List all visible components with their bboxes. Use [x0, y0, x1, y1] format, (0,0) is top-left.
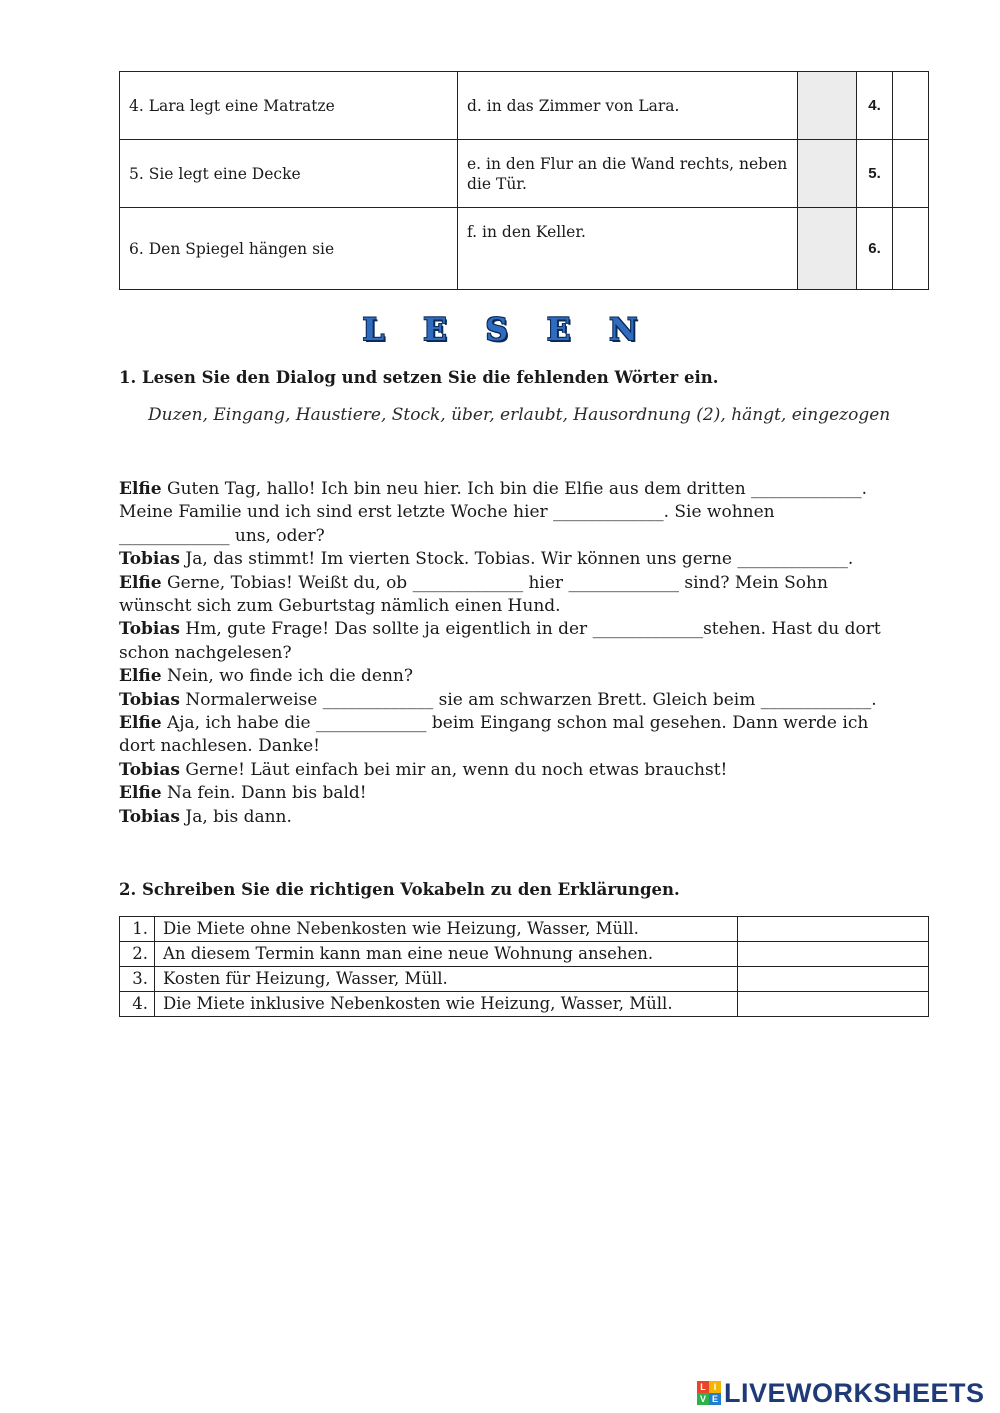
task1-heading: 1. Lesen Sie den Dialog und setzen Sie die fehlenden Wörter ein.: [119, 368, 719, 387]
dialog-text: Gerne! Läut einfach bei mir an, wenn du noch etwas brauchst!: [179, 759, 728, 780]
dialog-line: [119, 782, 919, 805]
match-left: 5. Sie legt eine Decke: [120, 140, 458, 208]
dialog-text: Gerne, Tobias! Weißt du, ob _____________ hier _____________ sind? Mein Sohn: [161, 572, 828, 593]
dialog-text: Na fein. Dann bis bald!: [161, 783, 367, 804]
match-number: 5.: [857, 140, 893, 208]
vocab-definition: Die Miete inklusive Nebenkosten wie Heizung, Wasser, Müll.: [155, 992, 738, 1017]
dialog-text: schon nachgelesen?: [119, 642, 292, 663]
vocab-row: [120, 967, 929, 992]
dialog-line: [119, 665, 919, 688]
dialog-line: [119, 595, 919, 618]
match-number: 4.: [857, 72, 893, 140]
speaker: Elfie: [119, 713, 162, 734]
answer-box[interactable]: [893, 208, 929, 290]
vocab-answer-input[interactable]: [738, 992, 929, 1017]
dialog-text: Hm, gute Frage! Das sollte ja eigentlich in der _____________stehen. Hast du dort: [179, 619, 881, 640]
speaker: Elfie: [119, 666, 162, 687]
vocab-number: 1.: [120, 917, 155, 942]
match-left: 6. Den Spiegel hängen sie: [120, 208, 458, 290]
section-title: L E S E N: [362, 312, 652, 348]
dialog-line: [119, 618, 919, 641]
dialog-line: [119, 759, 919, 782]
dialog: [119, 478, 919, 829]
speaker: Elfie: [119, 572, 162, 593]
speaker: Tobias: [119, 806, 180, 827]
vocab-definition: An diesem Termin kann man eine neue Wohnung ansehen.: [155, 942, 738, 967]
dialog-line: [119, 572, 919, 595]
vocab-definition: Die Miete ohne Nebenkosten wie Heizung, Wasser, Müll.: [155, 917, 738, 942]
matching-row: [120, 140, 929, 208]
dialog-text: Guten Tag, hallo! Ich bin neu hier. Ich bin die Elfie aus dem dritten _____________.: [161, 479, 867, 499]
speaker: Tobias: [119, 619, 180, 640]
logo-tile: V: [697, 1393, 709, 1405]
dialog-line: [119, 712, 919, 735]
matching-row: [120, 72, 929, 140]
match-left: 4. Lara legt eine Matratze: [120, 72, 458, 140]
match-right: f. in den Keller.: [458, 208, 798, 290]
dialog-text: Nein, wo finde ich die denn?: [161, 666, 413, 687]
logo-tile: E: [709, 1393, 721, 1405]
speaker: Elfie: [119, 479, 162, 499]
logo-text: LIVEWORKSHEETS: [724, 1377, 985, 1408]
vocab-definition: Kosten für Heizung, Wasser, Müll.: [155, 967, 738, 992]
matching-row: [120, 208, 929, 290]
vocab-number: 2.: [120, 942, 155, 967]
vocab-answer-input[interactable]: [738, 917, 929, 942]
vocab-answer-input[interactable]: [738, 967, 929, 992]
dialog-line: [119, 735, 919, 758]
answer-cell[interactable]: [798, 140, 857, 208]
vocab-row: [120, 942, 929, 967]
answer-cell[interactable]: [798, 72, 857, 140]
dialog-text: dort nachlesen. Danke!: [119, 736, 320, 757]
dialog-text: Aja, ich habe die _____________ beim Eingang schon mal gesehen. Dann werde ich: [161, 713, 869, 734]
liveworksheets-logo: [697, 1379, 985, 1407]
answer-box[interactable]: [893, 140, 929, 208]
dialog-text: Ja, bis dann.: [179, 806, 292, 827]
dialog-line: [119, 642, 919, 665]
dialog-line: [119, 548, 919, 571]
speaker: Tobias: [119, 689, 180, 710]
dialog-line: [119, 689, 919, 712]
word-bank: Duzen, Eingang, Haustiere, Stock, über, erlaubt, Hausordnung (2), hängt, eingezogen: [148, 405, 891, 425]
answer-box[interactable]: [893, 72, 929, 140]
matching-table: [119, 71, 929, 290]
logo-tile: I: [709, 1381, 721, 1393]
dialog-text: Meine Familie und ich sind erst letzte Woche hier _____________. Sie wohnen: [119, 502, 775, 523]
dialog-text: _____________ uns, oder?: [119, 525, 325, 546]
task2-heading: 2. Schreiben Sie die richtigen Vokabeln zu den Erklärungen.: [119, 880, 680, 899]
speaker: Tobias: [119, 759, 180, 780]
dialog-line: [119, 501, 919, 524]
vocab-number: 3.: [120, 967, 155, 992]
vocab-answer-input[interactable]: [738, 942, 929, 967]
vocab-row: [120, 992, 929, 1017]
vocab-number: 4.: [120, 992, 155, 1017]
speaker: Tobias: [119, 549, 180, 570]
match-number: 6.: [857, 208, 893, 290]
dialog-text: Normalerweise _____________ sie am schwarzen Brett. Gleich beim _____________.: [179, 689, 877, 710]
logo-mark-icon: [697, 1381, 721, 1405]
dialog-text: wünscht sich zum Geburtstag nämlich einen Hund.: [119, 596, 561, 617]
answer-cell[interactable]: [798, 208, 857, 290]
logo-tile: L: [697, 1381, 709, 1393]
dialog-line: [119, 806, 919, 829]
dialog-line: [119, 478, 919, 501]
dialog-text: Ja, das stimmt! Im vierten Stock. Tobias. Wir können uns gerne _____________.: [179, 549, 854, 570]
speaker: Elfie: [119, 783, 162, 804]
dialog-line: [119, 525, 919, 548]
match-right: e. in den Flur an die Wand rechts, neben die Tür.: [458, 140, 798, 208]
vocab-row: [120, 917, 929, 942]
vocab-table: [119, 916, 929, 1017]
match-right: d. in das Zimmer von Lara.: [458, 72, 798, 140]
